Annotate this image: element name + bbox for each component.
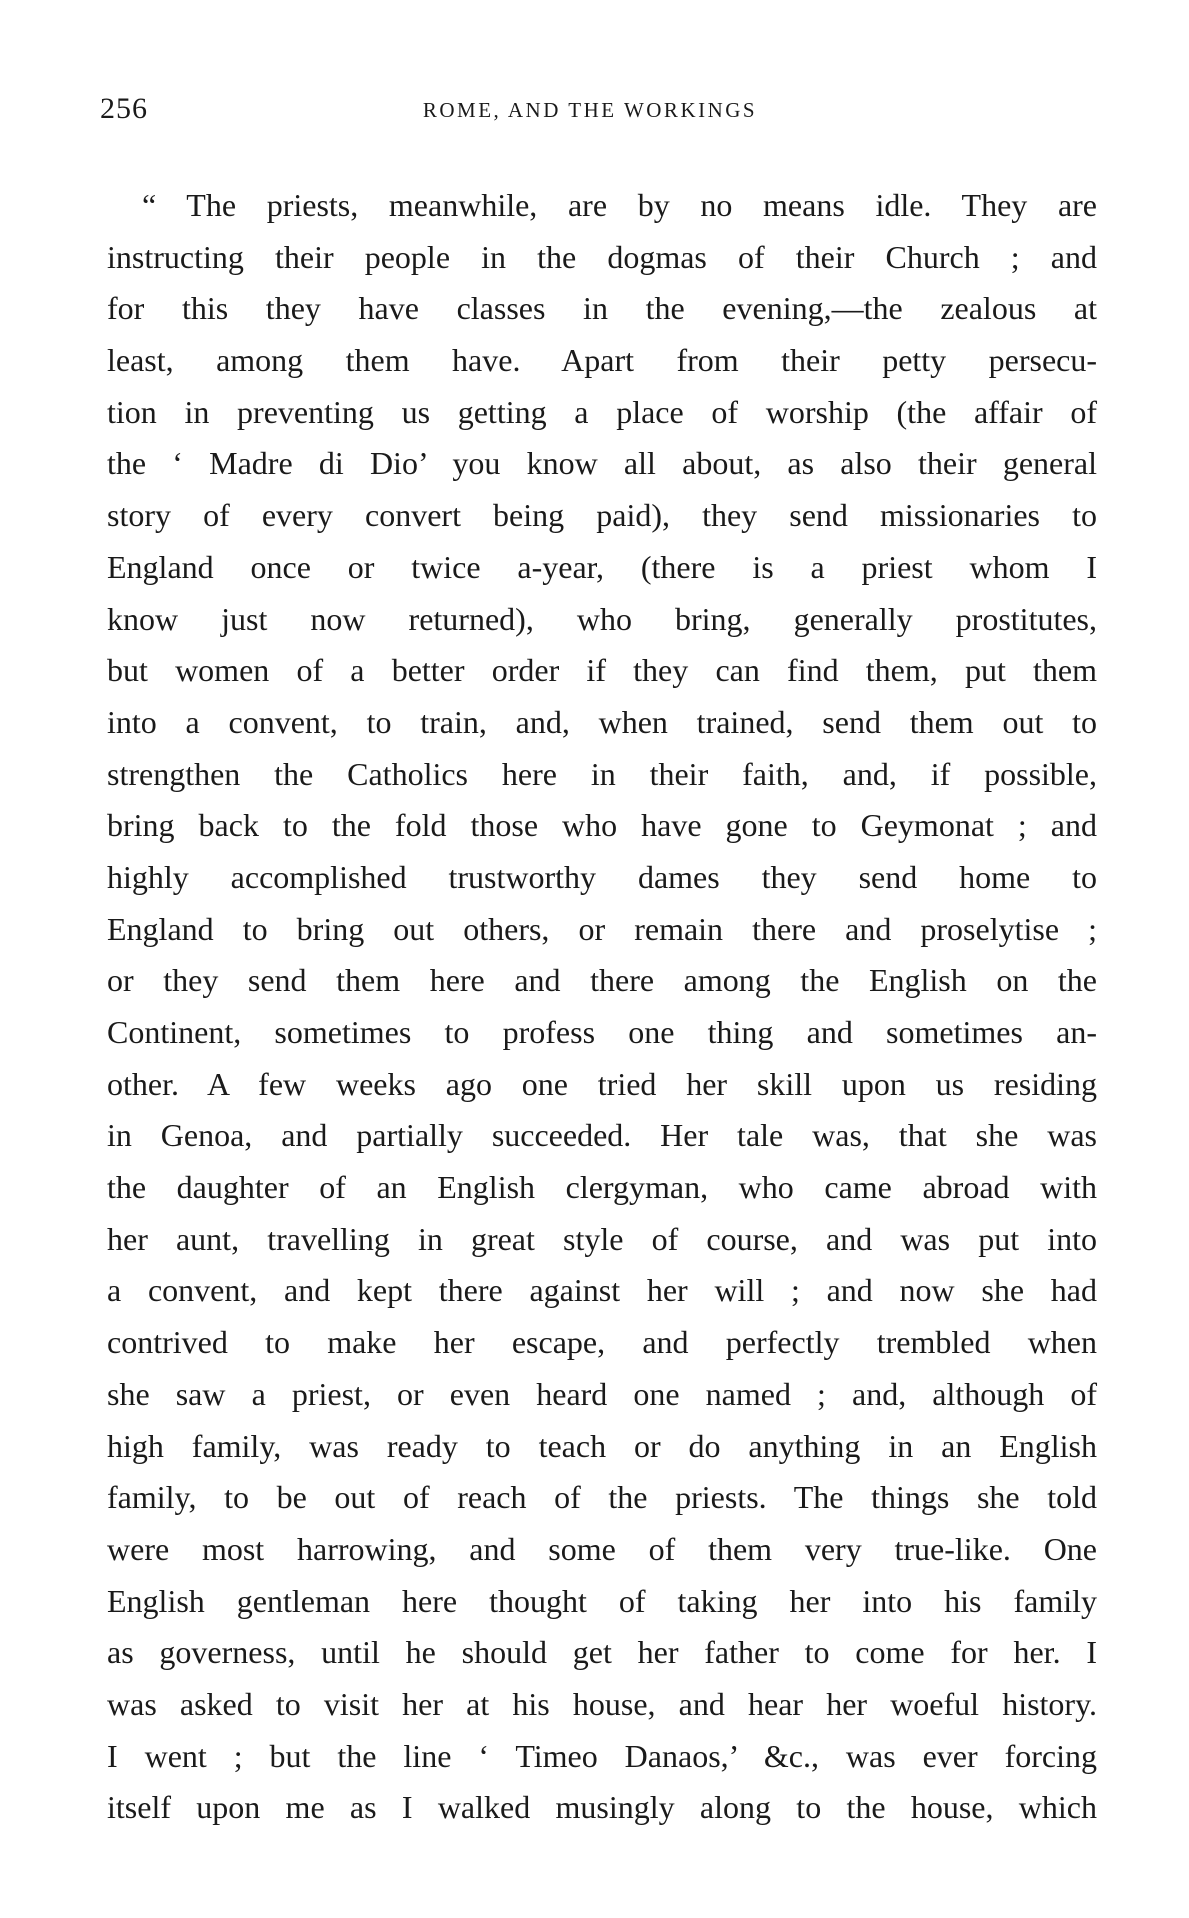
text-line: tion in preventing us getting a place of worship (the affair of (107, 393, 1097, 430)
text-line: were most harrowing, and some of them very true-like. One (107, 1530, 1097, 1567)
text-line: least, among them have. Apart from their petty persecu- (107, 342, 1097, 379)
text-line: other. A few weeks ago one tried her skill upon us residing (107, 1065, 1097, 1102)
text-line: high family, was ready to teach or do anything in an English (107, 1427, 1097, 1464)
text-line: she saw a priest, or even heard one named ; and, although of (107, 1375, 1097, 1412)
text-line: England to bring out others, or remain there and proselytise ; (107, 910, 1097, 947)
running-header (100, 92, 1080, 132)
text-line: England once or twice a-year, (there is a priest whom I (107, 548, 1097, 585)
text-line: know just now returned), who bring, generally prostitutes, (107, 600, 1097, 637)
text-line: as governess, until he should get her father to come for her. I (107, 1634, 1097, 1671)
text-line: itself upon me as I walked musingly along to the house, which (107, 1789, 1097, 1826)
text-line: or they send them here and there among the English on the (107, 962, 1097, 999)
text-line: “ The priests, meanwhile, are by no means idle. They are (142, 187, 1097, 223)
text-line: strengthen the Catholics here in their faith, and, if possible, (107, 755, 1097, 792)
page-number: 256 (100, 92, 148, 125)
text-line: Continent, sometimes to profess one thing and sometimes an- (107, 1014, 1097, 1050)
text-line: instructing their people in the dogmas of their Church ; and (107, 238, 1097, 275)
text-line: highly accomplished trustworthy dames they send home to (107, 858, 1097, 895)
text-line: into a convent, to train, and, when trained, send them out to (107, 703, 1097, 740)
text-line: for this they have classes in the evening,—the zealous at (107, 290, 1097, 327)
text-line: but women of a better order if they can find them, put them (107, 652, 1097, 689)
text-line: contrived to make her escape, and perfectly trembled when (107, 1324, 1097, 1361)
text-line: her aunt, travelling in great style of course, and was put into (107, 1220, 1097, 1257)
text-line: family, to be out of reach of the priests. The things she told (107, 1479, 1097, 1516)
text-line: the daughter of an English clergyman, who came abroad with (107, 1169, 1097, 1206)
text-line: was asked to visit her at his house, and hear her woeful history. (107, 1685, 1097, 1722)
text-line: bring back to the fold those who have gone to Geymonat ; and (107, 807, 1097, 844)
body-paragraph (107, 180, 1097, 1834)
text-line: English gentleman here thought of taking her into his family (107, 1582, 1097, 1619)
text-line: the ‘ Madre di Dio’ you know all about, as also their general (107, 445, 1097, 482)
text-line: in Genoa, and partially succeeded. Her tale was, that she was (107, 1117, 1097, 1154)
text-line: story of every convert being paid), they send missionaries to (107, 497, 1097, 534)
running-title: ROME, AND THE WORKINGS (422, 98, 758, 122)
text-line: I went ; but the line ‘ Timeo Danaos,’ &c., was ever forcing (107, 1737, 1097, 1774)
text-line: a convent, and kept there against her will ; and now she had (107, 1272, 1097, 1309)
